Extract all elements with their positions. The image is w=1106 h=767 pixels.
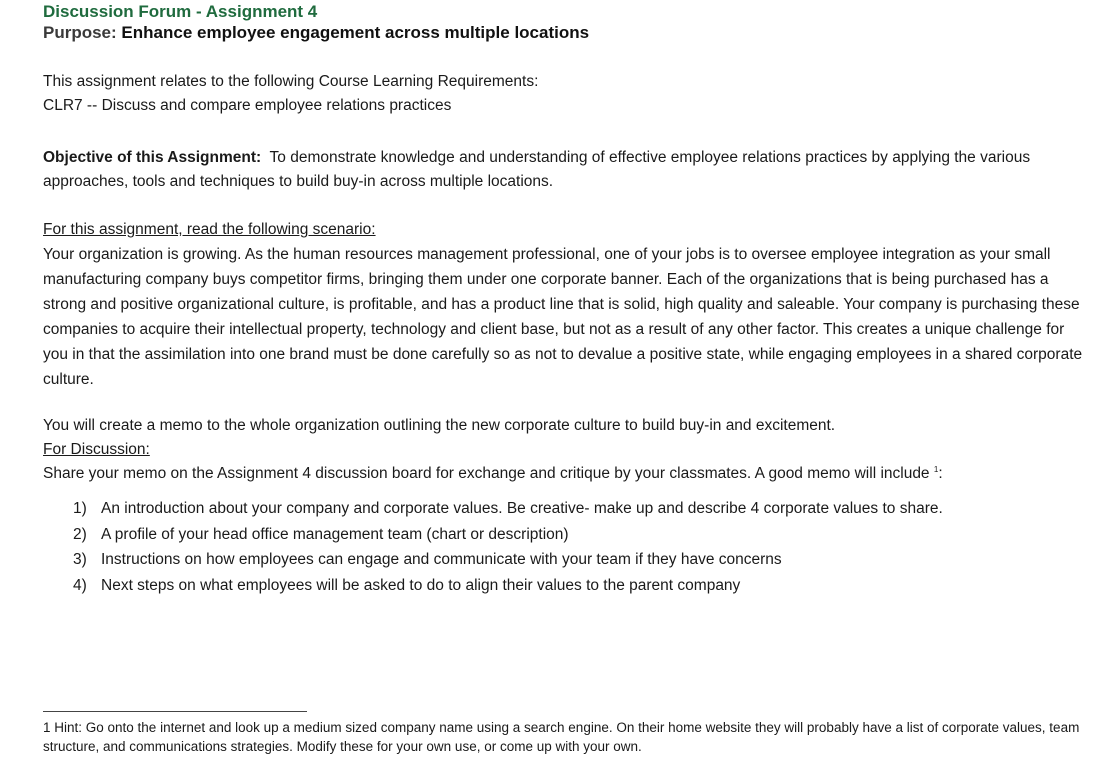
requirements-clr: CLR7 -- Discuss and compare employee relations practices [43, 97, 452, 114]
scenario-text: Your organization is growing. As the human resources management professional, one of your jobs is to oversee employee integration as your small manufacturing company buys competitor firms, bringing them under one corporate banner. Each of the organizations that is being purchased has a strong and positive organizational culture, is profitable, and has a product line that is solid, high quality and saleable. Your company is purchasing these companies to acquire their intellectual property, technology and client base, but not as a result of any other factor. This creates a unique challenge for you in that the assimilation into one brand must be done carefully so as not to devalue a positive state, while engaging employees in a shared corporate culture. [43, 246, 1083, 388]
list-item-text: Instructions on how employees can engage and communicate with your team if they have concerns [101, 551, 782, 568]
list-item [43, 547, 1088, 573]
list-item [43, 496, 1088, 522]
list-item-number: 2) [73, 525, 87, 543]
memo-requirements-list [43, 496, 1088, 598]
document-title: Discussion Forum - Assignment 4 [43, 2, 318, 21]
list-item-number: 3) [73, 551, 87, 568]
memo-task: You will create a memo to the whole organization outlining the new corporate culture to build buy-in and excitement. [43, 417, 836, 434]
footnote-divider [43, 711, 307, 712]
requirements-block [43, 70, 1088, 118]
list-item [43, 522, 1088, 548]
objective-block [43, 146, 1088, 194]
purpose-value: Enhance employee engagement across multiple locations [121, 23, 590, 42]
purpose-label: Purpose: [43, 23, 117, 42]
memo-block [43, 414, 1088, 486]
list-item-text: An introduction about your company and corporate values. Be creative- make up and describe 4 corporate values to share. [101, 500, 943, 517]
discussion-line [43, 462, 1088, 486]
list-item-number: 4) [73, 576, 87, 594]
discussion-text: Share your memo on the Assignment 4 discussion board for exchange and critique by your classmates. A good memo will include [43, 465, 930, 482]
objective-text: To demonstrate knowledge and understanding of effective employee relations practices by applying the various approaches, tools and techniques to build buy-in across multiple locations. [43, 149, 1031, 190]
scenario-block [43, 218, 1088, 392]
requirements-intro: This assignment relates to the following Course Learning Requirements: [43, 73, 539, 90]
list-item-number: 1) [73, 500, 87, 517]
list-item [43, 573, 1088, 599]
requirements-list-block [43, 496, 1088, 598]
list-item-text: A profile of your head office management team (chart or description) [101, 525, 569, 543]
footnote-reference[interactable]: 1 [933, 464, 939, 474]
discussion-heading: For Discussion: [43, 441, 150, 458]
footnote-text: 1 Hint: Go onto the internet and look up a medium sized company name using a search engine. On their home website they will probably have a list of corporate values, team structure, and communications strategies. Modify these for your own use, or come up with your own. [43, 720, 1080, 754]
purpose-line [43, 23, 589, 43]
scenario-heading: For this assignment, read the following scenario: [43, 221, 376, 238]
discussion-colon: : [938, 465, 943, 482]
objective-label: Objective of this Assignment: [43, 149, 262, 166]
list-item-text: Next steps on what employees will be asked to do to align their values to the parent company [101, 576, 741, 594]
